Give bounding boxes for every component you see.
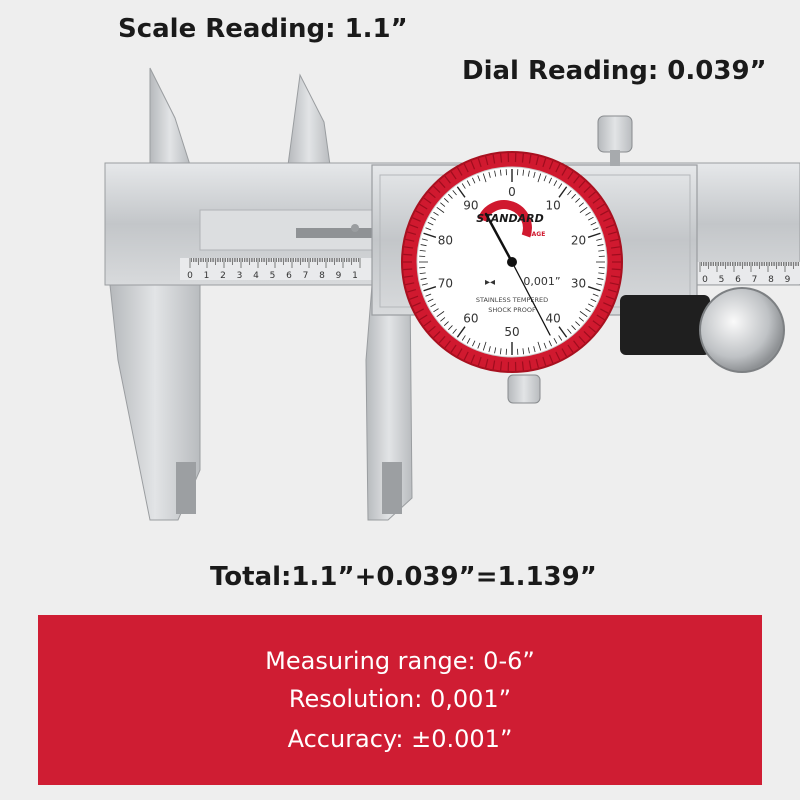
main-scale-label: 3 — [236, 271, 243, 281]
main-scale-label: 8 — [319, 271, 325, 281]
lock-screw-knurl — [598, 116, 632, 152]
main-scale-label: 4 — [253, 271, 259, 281]
resolution-text: Resolution: 0,001” — [288, 685, 512, 713]
thumb-wheel — [700, 288, 784, 372]
dial-label: 80 — [437, 233, 454, 248]
knurl-line — [403, 269, 412, 270]
dial-reading-caption: Dial Reading: 0.039” — [462, 56, 767, 86]
arrow-mark-icon: ▸◂ — [484, 277, 496, 288]
fixed-jaw-tip — [176, 462, 196, 514]
brand-sub: GAGE — [526, 231, 546, 238]
dial-label: 10 — [545, 198, 561, 213]
dial-label: 40 — [545, 311, 561, 326]
right-scale-label: 6 — [735, 275, 741, 285]
main-scale-label: 0 — [187, 271, 193, 281]
brand-name: STANDARD — [476, 212, 544, 225]
right-scale-label: 0 — [702, 275, 708, 285]
measuring-range-text: Measuring range: 0-6” — [265, 647, 535, 675]
knurl-line — [612, 254, 621, 255]
bezel-lock-screw — [508, 375, 540, 403]
right-scale-label: 9 — [784, 275, 791, 285]
right-scale-label: 5 — [718, 275, 725, 285]
main-scale-label: 9 — [335, 271, 342, 281]
dial-label: 60 — [463, 311, 479, 326]
scale-reading-caption: Scale Reading: 1.1” — [118, 14, 408, 44]
main-scale-label: 5 — [269, 271, 276, 281]
main-scale-label: 1 — [352, 271, 358, 281]
right-scale-label: 7 — [751, 275, 758, 285]
upper-sliding-jaw — [288, 75, 330, 165]
knurl-line — [403, 254, 412, 255]
dial-label: 90 — [463, 198, 479, 213]
lock-screw-stem — [610, 150, 620, 166]
sliding-jaw-tip — [382, 462, 402, 514]
total-caption: Total:1.1”+0.039”=1.139” — [210, 562, 597, 592]
rack-teeth — [296, 228, 376, 238]
knurl-line — [612, 269, 621, 270]
dial-label: 70 — [437, 276, 454, 291]
upper-fixed-jaw — [150, 68, 190, 165]
dial-label: 30 — [570, 276, 587, 291]
main-scale-label: 6 — [286, 271, 292, 281]
main-scale-label: 7 — [302, 271, 309, 281]
right-scale-label: 8 — [768, 275, 774, 285]
dial-label: 0 — [508, 185, 516, 199]
thumb-wheel-base — [620, 295, 710, 355]
dial-text-line2: SHOCK PROOF — [488, 306, 536, 314]
dial-label: 20 — [570, 233, 587, 248]
dial-label: 50 — [504, 325, 520, 339]
beam-screw — [351, 224, 359, 232]
resolution-mark: 0,001” — [523, 275, 561, 288]
accuracy-text: Accuracy: ±0.001” — [287, 725, 513, 753]
main-scale-label: 2 — [220, 271, 226, 281]
dial-text-line1: STAINLESS TEMPERED — [475, 296, 549, 304]
specifications-panel — [38, 615, 762, 785]
main-scale-label: 1 — [203, 271, 210, 281]
